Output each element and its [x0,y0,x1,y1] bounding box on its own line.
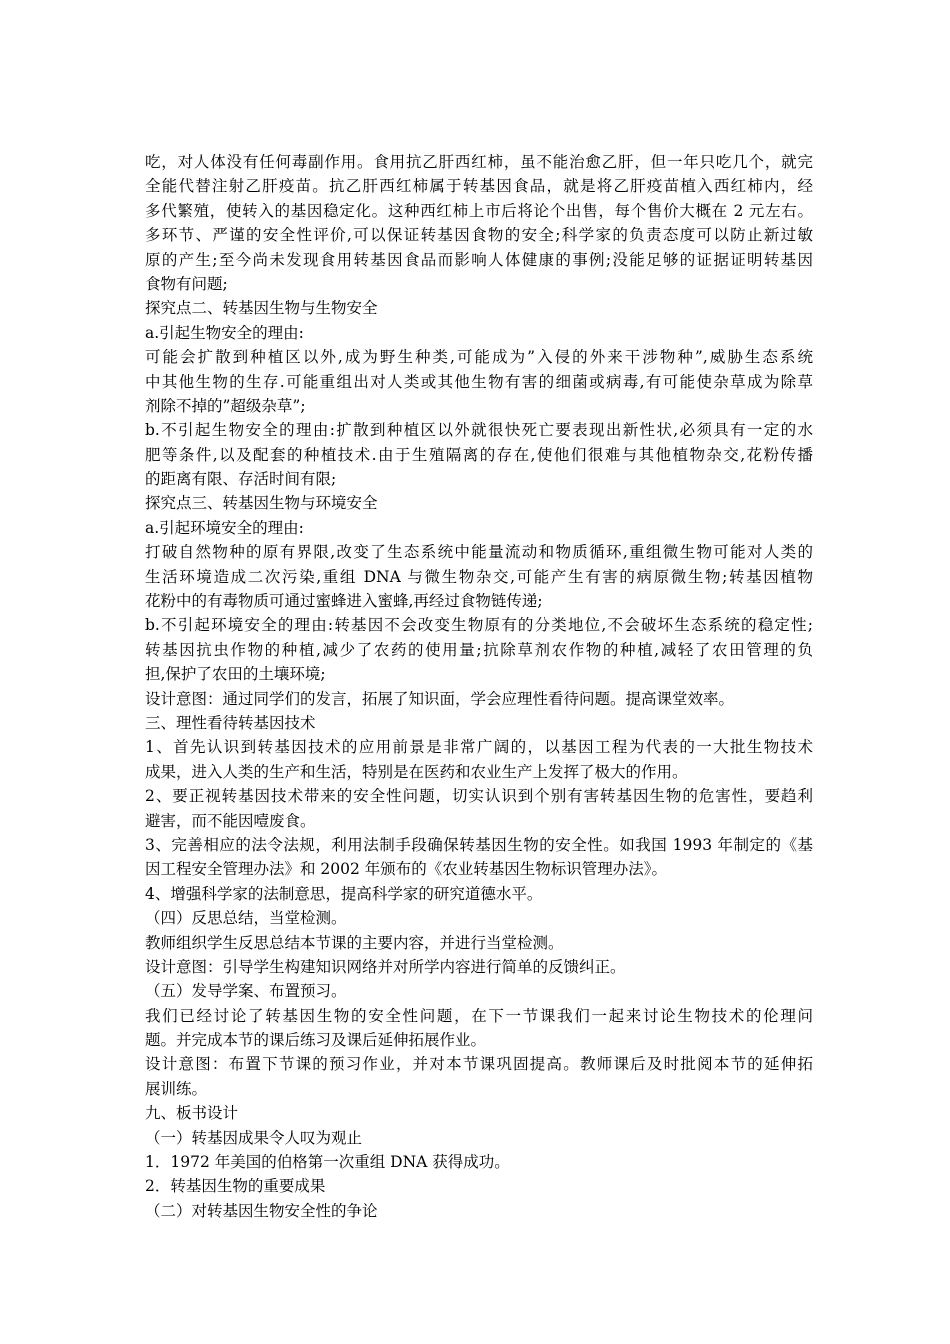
text-line: 的距离有限、存活时间有限; [145,470,337,489]
text-line: 转基因抗虫作物的种植,减少了农药的使用量;抗除草剂农作物的种植,减轻了农田管理的负 [145,640,813,659]
text-line: 探究点三、转基因生物与环境安全 [145,494,378,513]
text-line: 可能会扩散到种植区以外,成为野生种类,可能成为”入侵的外来干涉物种”,威胁生态系统 [145,348,813,367]
text-line: b.不引起生物安全的理由:扩散到种植区以外就很快死亡要表现出新性状,必须具有一定的水 [145,421,813,440]
text-line: 3、完善相应的法令法规，利用法制手段确保转基因生物的安全性。如我国 1993 年制定的《基 [145,835,813,854]
text-line: a.引起环境安全的理由: [145,518,304,537]
text-line: 中其他生物的生存.可能重组出对人类或其他生物有害的细菌或病毒,有可能使杂草成为除草 [145,372,813,391]
text-line: 展训练。 [145,1079,208,1098]
text-line: 1．1972 年美国的伯格第一次重组 DNA 获得成功。 [145,1153,510,1172]
text-line: 题。并完成本节的课后练习及课后延伸拓展作业。 [145,1031,487,1050]
text-line: 成果，进入人类的生产和生活，特别是在医药和农业生产上发挥了极大的作用。 [145,762,688,781]
text-line: （一）转基因成果令人叹为观止 [145,1128,363,1147]
text-line: 担,保护了农田的土壤环境; [145,665,326,684]
text-line: 我们已经讨论了转基因生物的安全性问题，在下一节课我们一起来讨论生物技术的伦理问 [145,1006,813,1025]
text-line: a.引起生物安全的理由: [145,323,304,342]
text-line: 探究点二、转基因生物与生物安全 [145,299,378,318]
text-line: 生活环境造成二次污染,重组 DNA 与微生物杂交,可能产生有害的病原微生物;转基因植物 [145,567,813,586]
text-line: 肥等条件,以及配套的种植技术.由于生殖隔离的存在,使他们很难与其他植物杂交,花粉传播 [145,445,813,464]
text-line: 吃，对人体没有任何毒副作用。食用抗乙肝西红柿，虽不能治愈乙肝，但一年只吃几个，就完 [145,153,813,171]
document-page [145,150,813,1223]
text-line: 全能代替注射乙肝疫苗。抗乙肝西红柿属于转基因食品，就是将乙肝疫苗植入西红柿内，经 [145,177,813,196]
text-line: 食物有问题; [145,274,228,293]
text-line: 花粉中的有毒物质可通过蜜蜂进入蜜蜂,再经过食物链传递; [145,592,543,611]
text-line: 因工程安全管理办法》和 2002 年颁布的《农业转基因生物标识管理办法》。 [145,860,668,879]
text-line: 教师组织学生反思总结本节课的主要内容，并进行当堂检测。 [145,933,564,952]
text-line: 打破自然物种的原有界限,改变了生态系统中能量流动和物质循环,重组微生物可能对人类的 [145,543,813,562]
text-line: 2、要正视转基因技术带来的安全性问题，切实认识到个别有害转基因生物的危害性，要趋利 [145,787,813,806]
text-line: 4、增强科学家的法制意思，提高科学家的研究道德水平。 [145,884,543,903]
text-line: 设计意图：引导学生构建知识网络并对所学内容进行简单的反馈纠正。 [145,957,626,976]
text-line: 剂除不掉的”超级杂草”; [145,396,306,415]
text-line: 设计意图：布置下节课的预习作业，并对本节课巩固提高。教师课后及时批阅本节的延伸拓 [145,1055,813,1074]
text-line: 2．转基因生物的重要成果 [145,1177,326,1196]
text-line: 1、首先认识到转基因技术的应用前景是非常广阔的，以基因工程为代表的一大批生物技术 [145,738,813,757]
text-line: （五）发导学案、布置预习。 [145,982,347,1001]
text-line: 避害，而不能因噎废食。 [145,811,316,830]
text-line: 多环节、严谨的安全性评价,可以保证转基因食物的安全;科学家的负责态度可以防止新过敏 [145,226,813,245]
text-line: 设计意图：通过同学们的发言，拓展了知识面，学会应理性看待问题。提高课堂效率。 [145,689,735,708]
text-line: 原的产生;至今尚未发现食用转基因食品而影响人体健康的事例;没能足够的证据证明转基因 [145,250,813,269]
text-line: （四）反思总结，当堂检测。 [145,909,347,928]
text-line: 九、板书设计 [145,1104,239,1123]
text-line: 三、理性看待转基因技术 [145,713,316,732]
text-line: 多代繁殖，使转入的基因稳定化。这种西红柿上市后将论个出售，每个售价大概在 2 元左右。 [145,201,813,220]
text-line: （二）对转基因生物安全性的争论 [145,1201,378,1220]
text-line: b.不引起环境安全的理由:转基因不会改变生物原有的分类地位,不会破坏生态系统的稳定性; [145,616,813,635]
document-body [145,150,813,1223]
